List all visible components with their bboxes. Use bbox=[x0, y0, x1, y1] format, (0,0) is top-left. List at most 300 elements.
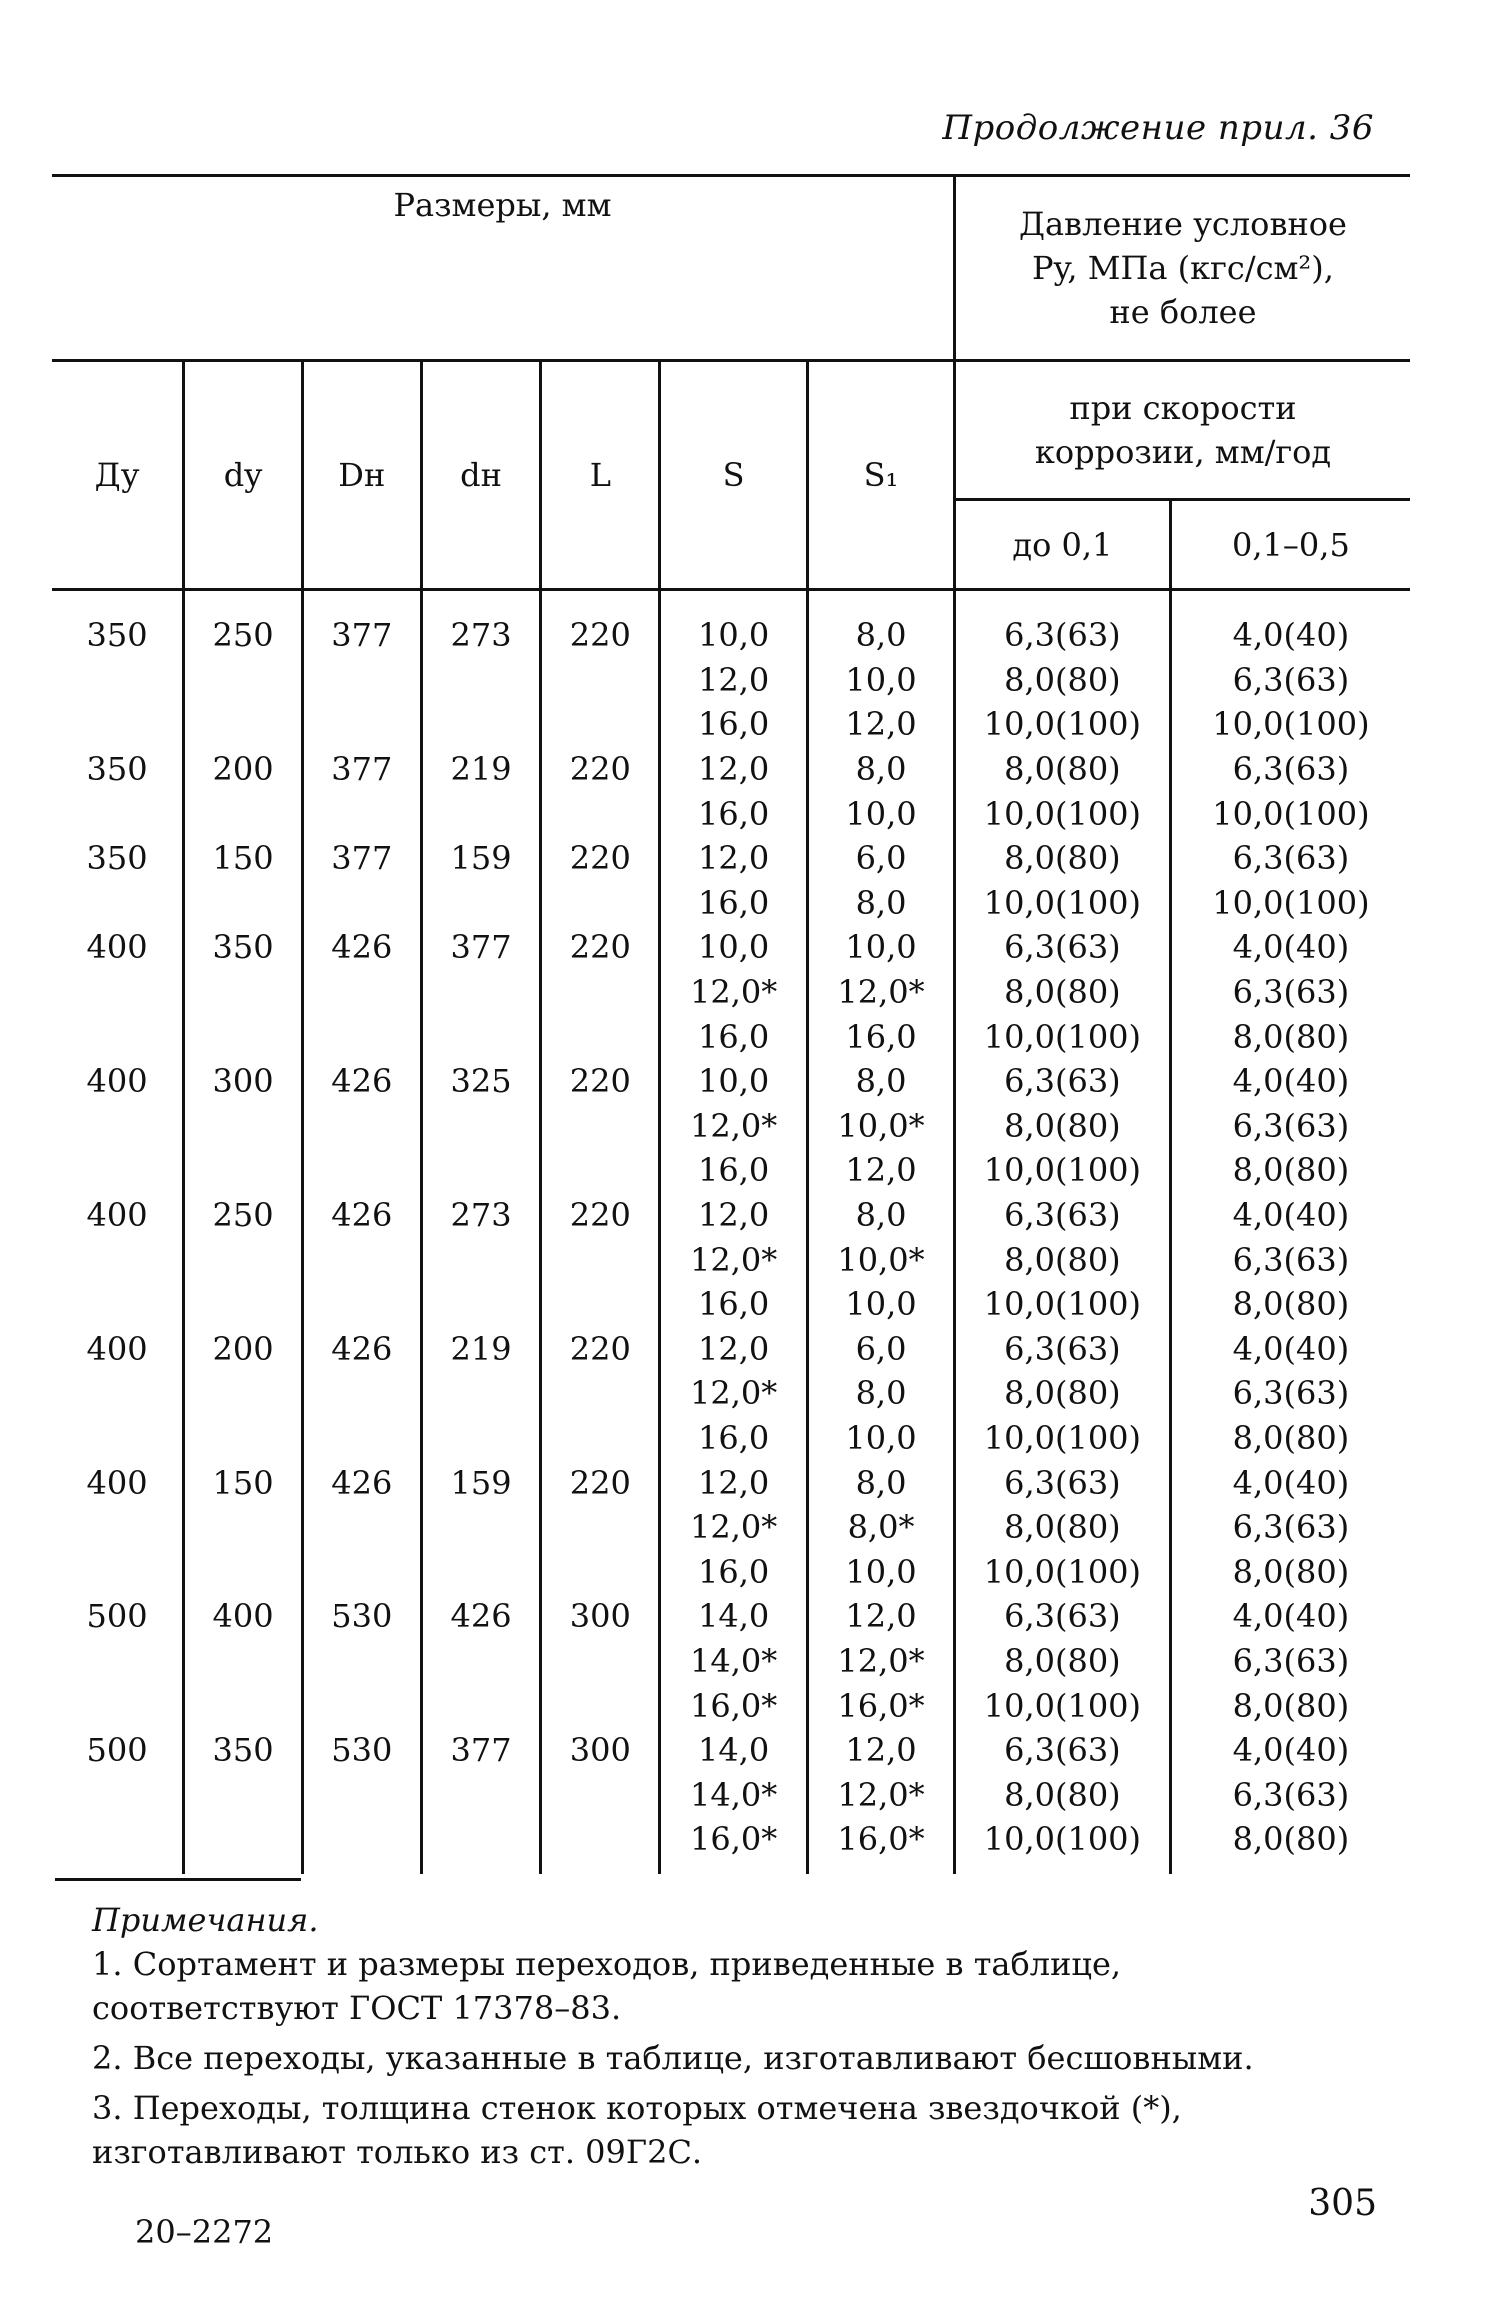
table-cell bbox=[302, 1416, 421, 1461]
table-cell: 10,0* bbox=[808, 1237, 955, 1282]
table-row bbox=[52, 1193, 1410, 1238]
table-cell: 10,0 bbox=[808, 1282, 955, 1327]
table-cell: 16,0* bbox=[660, 1683, 808, 1728]
table-cell: 8,0(80) bbox=[1170, 1549, 1410, 1594]
table-cell: 377 bbox=[302, 590, 421, 658]
table-cell: 250 bbox=[184, 590, 303, 658]
pressure-header-line: Py, МПа (кгс/см²), bbox=[1032, 249, 1334, 287]
table-cell: 12,0 bbox=[660, 836, 808, 881]
table-cell: 8,0(80) bbox=[1170, 1683, 1410, 1728]
table-cell: 16,0* bbox=[808, 1683, 955, 1728]
table-cell bbox=[302, 1148, 421, 1193]
table-cell: 12,0 bbox=[808, 1148, 955, 1193]
table-cell: 6,3(63) bbox=[954, 1594, 1170, 1639]
table-row bbox=[52, 1772, 1410, 1817]
table-cell: 350 bbox=[184, 925, 303, 970]
table-row bbox=[52, 1327, 1410, 1372]
table-cell: 400 bbox=[52, 1193, 184, 1238]
table-cell: 6,3(63) bbox=[954, 1728, 1170, 1773]
table-cell: 426 bbox=[302, 1193, 421, 1238]
table-cell bbox=[421, 881, 541, 926]
column-header-speed-low: до 0,1 bbox=[954, 500, 1170, 590]
table-cell bbox=[421, 658, 541, 703]
table-cell bbox=[184, 881, 303, 926]
table-cell: 6,3(63) bbox=[1170, 970, 1410, 1015]
table-cell: 426 bbox=[302, 1327, 421, 1372]
table-cell: 8,0 bbox=[808, 881, 955, 926]
table-cell bbox=[421, 1772, 541, 1817]
table-cell: 6,3(63) bbox=[954, 1059, 1170, 1104]
table-cell bbox=[52, 1549, 184, 1594]
table-cell bbox=[541, 1371, 660, 1416]
table-cell: 10,0 bbox=[660, 1059, 808, 1104]
table-cell: 220 bbox=[541, 590, 660, 658]
table-cell: 8,0(80) bbox=[1170, 1416, 1410, 1461]
dimensions-table bbox=[52, 174, 1410, 1874]
notes-divider bbox=[55, 1878, 301, 1881]
table-cell: 16,0 bbox=[660, 1549, 808, 1594]
table-cell: 6,3(63) bbox=[1170, 1104, 1410, 1149]
table-cell: 150 bbox=[184, 836, 303, 881]
table-cell: 16,0 bbox=[808, 1014, 955, 1059]
table-cell bbox=[184, 1817, 303, 1874]
table-cell: 8,0(80) bbox=[1170, 1148, 1410, 1193]
table-cell: 12,0 bbox=[660, 1460, 808, 1505]
note-item: 3. Переходы, толщина стенок которых отмечена звездочкой (*), изготавливают только из ст. 09Г2С. bbox=[92, 2089, 1182, 2171]
page-number: 305 bbox=[1308, 2183, 1377, 2224]
table-cell bbox=[52, 791, 184, 836]
table-cell bbox=[541, 1772, 660, 1817]
table-cell bbox=[302, 791, 421, 836]
table-cell bbox=[421, 1104, 541, 1149]
table-cell bbox=[421, 702, 541, 747]
table-cell bbox=[184, 1683, 303, 1728]
table-cell: 4,0(40) bbox=[1170, 925, 1410, 970]
table-cell bbox=[184, 1237, 303, 1282]
table-cell bbox=[421, 1639, 541, 1684]
table-cell bbox=[541, 881, 660, 926]
table-cell: 4,0(40) bbox=[1170, 1193, 1410, 1238]
table-cell: 14,0 bbox=[660, 1728, 808, 1773]
table-cell bbox=[302, 1772, 421, 1817]
table-cell bbox=[541, 1505, 660, 1550]
table-cell bbox=[541, 658, 660, 703]
table-cell: 6,3(63) bbox=[954, 1193, 1170, 1238]
table-row bbox=[52, 1282, 1410, 1327]
table-cell: 10,0 bbox=[808, 1416, 955, 1461]
table-cell: 4,0(40) bbox=[1170, 1728, 1410, 1773]
table-cell: 12,0 bbox=[660, 747, 808, 792]
table-row bbox=[52, 747, 1410, 792]
table-row bbox=[52, 881, 1410, 926]
table-cell: 6,0 bbox=[808, 1327, 955, 1372]
table-cell bbox=[184, 1549, 303, 1594]
table-cell: 150 bbox=[184, 1460, 303, 1505]
table-cell bbox=[421, 1237, 541, 1282]
table-cell bbox=[184, 1148, 303, 1193]
pressure-header-line: не более bbox=[1109, 293, 1257, 331]
table-cell: 12,0 bbox=[660, 1193, 808, 1238]
table-cell bbox=[421, 1014, 541, 1059]
corrosion-speed-header bbox=[954, 361, 1410, 500]
table-cell bbox=[421, 1817, 541, 1874]
table-cell: 12,0 bbox=[660, 1327, 808, 1372]
table-cell: 10,0(100) bbox=[954, 1817, 1170, 1874]
table-cell bbox=[421, 1505, 541, 1550]
table-cell: 12,0 bbox=[808, 702, 955, 747]
table-row bbox=[52, 1416, 1410, 1461]
table-cell: 8,0(80) bbox=[954, 747, 1170, 792]
table-cell: 400 bbox=[52, 925, 184, 970]
table-cell: 350 bbox=[52, 836, 184, 881]
table-cell: 10,0 bbox=[808, 1549, 955, 1594]
table-cell: 8,0(80) bbox=[1170, 1817, 1410, 1874]
table-cell: 10,0 bbox=[660, 590, 808, 658]
table-cell: 10,0(100) bbox=[954, 791, 1170, 836]
corrosion-header-line: при скорости bbox=[1069, 389, 1297, 428]
table-cell: 6,3(63) bbox=[1170, 1639, 1410, 1684]
table-row bbox=[52, 1460, 1410, 1505]
note-item: 1. Сортамент и размеры переходов, приведенные в таблице, соответствуют ГОСТ 17378–83. bbox=[92, 1945, 1122, 2027]
table-cell bbox=[541, 1549, 660, 1594]
table-cell: 12,0* bbox=[660, 1237, 808, 1282]
table-cell bbox=[302, 1104, 421, 1149]
table-cell: 8,0(80) bbox=[954, 658, 1170, 703]
table-cell: 6,0 bbox=[808, 836, 955, 881]
table-cell: 16,0 bbox=[660, 791, 808, 836]
table-cell bbox=[52, 1148, 184, 1193]
table-cell bbox=[302, 970, 421, 1015]
table-cell: 12,0* bbox=[808, 1639, 955, 1684]
table-cell bbox=[302, 702, 421, 747]
table-cell bbox=[52, 1014, 184, 1059]
table-cell: 8,0(80) bbox=[954, 1237, 1170, 1282]
pressure-header-line: Давление условное bbox=[1018, 205, 1347, 243]
table-cell: 159 bbox=[421, 1460, 541, 1505]
table-cell: 6,3(63) bbox=[1170, 658, 1410, 703]
column-header-l: L bbox=[541, 361, 660, 590]
table-cell bbox=[302, 1505, 421, 1550]
column-header-s1: S₁ bbox=[808, 361, 955, 590]
table-cell bbox=[184, 658, 303, 703]
table-cell: 220 bbox=[541, 1193, 660, 1238]
table-cell bbox=[52, 1237, 184, 1282]
table-cell: 10,0(100) bbox=[954, 702, 1170, 747]
table-cell: 500 bbox=[52, 1594, 184, 1639]
table-cell: 10,0(100) bbox=[954, 881, 1170, 926]
table-cell: 16,0 bbox=[660, 1282, 808, 1327]
table-cell bbox=[541, 1282, 660, 1327]
table-row bbox=[52, 1104, 1410, 1149]
table-cell: 273 bbox=[421, 590, 541, 658]
table-cell: 16,0* bbox=[808, 1817, 955, 1874]
table-cell: 16,0 bbox=[660, 702, 808, 747]
table-cell bbox=[421, 1371, 541, 1416]
table-cell: 10,0(100) bbox=[954, 1014, 1170, 1059]
table-cell: 8,0(80) bbox=[954, 970, 1170, 1015]
table-cell: 12,0* bbox=[660, 1505, 808, 1550]
table-cell bbox=[302, 1817, 421, 1874]
table-cell bbox=[541, 1014, 660, 1059]
table-cell: 219 bbox=[421, 1327, 541, 1372]
table-cell: 10,0(100) bbox=[1170, 702, 1410, 747]
table-row bbox=[52, 925, 1410, 970]
table-row bbox=[52, 1237, 1410, 1282]
table-cell: 8,0 bbox=[808, 1193, 955, 1238]
table-cell bbox=[302, 1282, 421, 1327]
table-cell: 6,3(63) bbox=[954, 1460, 1170, 1505]
table-cell: 426 bbox=[302, 1460, 421, 1505]
table-cell bbox=[541, 1683, 660, 1728]
table-cell bbox=[184, 1104, 303, 1149]
table-cell: 8,0 bbox=[808, 1059, 955, 1104]
table-cell: 6,3(63) bbox=[1170, 836, 1410, 881]
dimensions-group-header: Размеры, мм bbox=[52, 176, 954, 361]
table-cell: 220 bbox=[541, 1059, 660, 1104]
table-cell: 12,0* bbox=[808, 1772, 955, 1817]
table-cell bbox=[184, 1639, 303, 1684]
table-cell bbox=[421, 1148, 541, 1193]
table-cell bbox=[184, 1416, 303, 1461]
table-cell bbox=[302, 1371, 421, 1416]
table-cell bbox=[541, 1639, 660, 1684]
table-row bbox=[52, 590, 1410, 658]
table-cell bbox=[541, 970, 660, 1015]
table-cell bbox=[421, 1282, 541, 1327]
table-cell: 10,0(100) bbox=[1170, 791, 1410, 836]
table-cell bbox=[541, 1148, 660, 1193]
table-cell bbox=[541, 702, 660, 747]
table-cell bbox=[52, 1104, 184, 1149]
table-cell: 426 bbox=[302, 925, 421, 970]
table-cell: 8,0(80) bbox=[954, 1772, 1170, 1817]
table-cell: 220 bbox=[541, 1460, 660, 1505]
table-cell bbox=[302, 1237, 421, 1282]
column-header-du: Ду bbox=[52, 361, 184, 590]
table-cell: 8,0(80) bbox=[954, 1104, 1170, 1149]
table-cell: 530 bbox=[302, 1594, 421, 1639]
table-cell: 8,0(80) bbox=[1170, 1282, 1410, 1327]
table-cell bbox=[52, 1772, 184, 1817]
table-cell: 10,0(100) bbox=[954, 1683, 1170, 1728]
table-cell bbox=[302, 1014, 421, 1059]
table-row bbox=[52, 1059, 1410, 1104]
table-cell: 4,0(40) bbox=[1170, 590, 1410, 658]
table-cell bbox=[421, 1549, 541, 1594]
table-cell: 6,3(63) bbox=[954, 925, 1170, 970]
table-cell: 377 bbox=[302, 836, 421, 881]
table-cell bbox=[421, 970, 541, 1015]
table-cell: 12,0* bbox=[660, 1104, 808, 1149]
table-cell: 16,0 bbox=[660, 881, 808, 926]
table-cell: 159 bbox=[421, 836, 541, 881]
column-header-speed-high: 0,1–0,5 bbox=[1170, 500, 1410, 590]
table-cell: 4,0(40) bbox=[1170, 1460, 1410, 1505]
table-cell: 200 bbox=[184, 1327, 303, 1372]
table-row bbox=[52, 658, 1410, 703]
table-cell: 8,0(80) bbox=[954, 836, 1170, 881]
table-cell bbox=[52, 1683, 184, 1728]
table-cell bbox=[52, 1371, 184, 1416]
table-cell bbox=[184, 1772, 303, 1817]
table-cell: 220 bbox=[541, 836, 660, 881]
table-cell bbox=[52, 881, 184, 926]
table-cell: 377 bbox=[302, 747, 421, 792]
table-cell: 300 bbox=[541, 1594, 660, 1639]
table-row bbox=[52, 1371, 1410, 1416]
table-cell: 6,3(63) bbox=[1170, 1237, 1410, 1282]
table-row bbox=[52, 1014, 1410, 1059]
table-row bbox=[52, 1594, 1410, 1639]
table-cell: 273 bbox=[421, 1193, 541, 1238]
table-cell: 10,0 bbox=[808, 791, 955, 836]
table-cell: 426 bbox=[302, 1059, 421, 1104]
table-cell bbox=[52, 702, 184, 747]
table-cell: 4,0(40) bbox=[1170, 1327, 1410, 1372]
table-cell bbox=[302, 1639, 421, 1684]
table-row bbox=[52, 1728, 1410, 1773]
note-item: 2. Все переходы, указанные в таблице, изготавливают бесшовными. bbox=[92, 2039, 1254, 2077]
pressure-group-header bbox=[954, 176, 1410, 361]
table-row bbox=[52, 1505, 1410, 1550]
table-cell bbox=[421, 791, 541, 836]
table-cell: 377 bbox=[421, 925, 541, 970]
table-cell: 426 bbox=[421, 1594, 541, 1639]
table-cell: 16,0* bbox=[660, 1817, 808, 1874]
table-cell bbox=[184, 791, 303, 836]
table-cell bbox=[52, 1416, 184, 1461]
table-cell: 10,0 bbox=[808, 925, 955, 970]
table-row bbox=[52, 1549, 1410, 1594]
table-cell bbox=[184, 1282, 303, 1327]
table-cell: 10,0(100) bbox=[954, 1416, 1170, 1461]
table-cell: 8,0(80) bbox=[954, 1371, 1170, 1416]
table-cell: 530 bbox=[302, 1728, 421, 1773]
table-cell bbox=[302, 1683, 421, 1728]
corrosion-header-line: коррозии, мм/год bbox=[1034, 433, 1332, 472]
table-cell: 500 bbox=[52, 1728, 184, 1773]
table-cell: 10,0 bbox=[808, 658, 955, 703]
table-cell: 12,0* bbox=[808, 970, 955, 1015]
table-row bbox=[52, 836, 1410, 881]
table-row bbox=[52, 1148, 1410, 1193]
table-cell: 6,3(63) bbox=[954, 1327, 1170, 1372]
table-cell: 14,0 bbox=[660, 1594, 808, 1639]
continuation-header: Продолжение прил. 36 bbox=[942, 108, 1374, 148]
table-cell: 12,0 bbox=[660, 658, 808, 703]
table-cell: 8,0* bbox=[808, 1505, 955, 1550]
table-row bbox=[52, 1639, 1410, 1684]
table-cell: 220 bbox=[541, 925, 660, 970]
notes-title: Примечания. bbox=[92, 1901, 319, 1939]
table-row bbox=[52, 970, 1410, 1015]
table-cell: 8,0 bbox=[808, 590, 955, 658]
table-cell: 12,0 bbox=[808, 1728, 955, 1773]
table-row bbox=[52, 702, 1410, 747]
table-cell: 12,0* bbox=[660, 970, 808, 1015]
table-cell: 14,0* bbox=[660, 1772, 808, 1817]
table-cell bbox=[541, 1237, 660, 1282]
table-cell bbox=[184, 702, 303, 747]
table-cell: 300 bbox=[541, 1728, 660, 1773]
table-cell: 12,0* bbox=[660, 1371, 808, 1416]
table-cell: 16,0 bbox=[660, 1416, 808, 1461]
table-cell bbox=[52, 1817, 184, 1874]
column-header-dy: dy bbox=[184, 361, 303, 590]
table-cell: 4,0(40) bbox=[1170, 1594, 1410, 1639]
table-cell bbox=[184, 1014, 303, 1059]
table-cell bbox=[184, 1371, 303, 1416]
table-cell bbox=[52, 658, 184, 703]
table-cell bbox=[541, 1416, 660, 1461]
table-cell: 16,0 bbox=[660, 1148, 808, 1193]
table-cell: 10,0* bbox=[808, 1104, 955, 1149]
table-cell: 8,0(80) bbox=[954, 1639, 1170, 1684]
table-cell: 325 bbox=[421, 1059, 541, 1104]
table-cell: 377 bbox=[421, 1728, 541, 1773]
notes-section bbox=[92, 1898, 1342, 2174]
table-cell bbox=[302, 658, 421, 703]
table-cell: 16,0 bbox=[660, 1014, 808, 1059]
table-cell: 300 bbox=[184, 1059, 303, 1104]
table-cell: 6,3(63) bbox=[1170, 1505, 1410, 1550]
column-header-dn-outer: Dн bbox=[302, 361, 421, 590]
table-cell: 220 bbox=[541, 1327, 660, 1372]
table-cell: 350 bbox=[52, 747, 184, 792]
table-cell: 10,0(100) bbox=[1170, 881, 1410, 926]
table-cell: 8,0 bbox=[808, 1460, 955, 1505]
table-cell: 6,3(63) bbox=[1170, 1371, 1410, 1416]
table-cell: 200 bbox=[184, 747, 303, 792]
table-row bbox=[52, 1683, 1410, 1728]
table-cell: 6,3(63) bbox=[1170, 1772, 1410, 1817]
table-cell: 219 bbox=[421, 747, 541, 792]
table-cell: 6,3(63) bbox=[954, 590, 1170, 658]
table-cell: 8,0(80) bbox=[954, 1505, 1170, 1550]
table-row bbox=[52, 791, 1410, 836]
table-cell bbox=[302, 881, 421, 926]
table-cell: 10,0 bbox=[660, 925, 808, 970]
table-cell: 400 bbox=[184, 1594, 303, 1639]
table-cell bbox=[421, 1416, 541, 1461]
table-cell bbox=[541, 1817, 660, 1874]
table-cell bbox=[52, 1505, 184, 1550]
table-cell bbox=[302, 1549, 421, 1594]
table-cell bbox=[52, 970, 184, 1015]
table-body bbox=[52, 590, 1410, 1874]
table-cell: 220 bbox=[541, 747, 660, 792]
table-cell: 10,0(100) bbox=[954, 1282, 1170, 1327]
table-cell: 6,3(63) bbox=[1170, 747, 1410, 792]
table-cell: 400 bbox=[52, 1059, 184, 1104]
table-cell: 350 bbox=[52, 590, 184, 658]
table-cell: 4,0(40) bbox=[1170, 1059, 1410, 1104]
table-cell: 400 bbox=[52, 1327, 184, 1372]
table-cell: 12,0 bbox=[808, 1594, 955, 1639]
table-cell bbox=[541, 791, 660, 836]
table-cell: 250 bbox=[184, 1193, 303, 1238]
table-cell bbox=[52, 1639, 184, 1684]
column-header-dn-inner: dн bbox=[421, 361, 541, 590]
table-cell: 350 bbox=[184, 1728, 303, 1773]
table-cell bbox=[541, 1104, 660, 1149]
table-cell: 400 bbox=[52, 1460, 184, 1505]
table-cell bbox=[52, 1282, 184, 1327]
table-cell: 8,0 bbox=[808, 747, 955, 792]
footer-code: 20–2272 bbox=[135, 2213, 274, 2251]
table-cell: 10,0(100) bbox=[954, 1148, 1170, 1193]
table-row bbox=[52, 1817, 1410, 1874]
